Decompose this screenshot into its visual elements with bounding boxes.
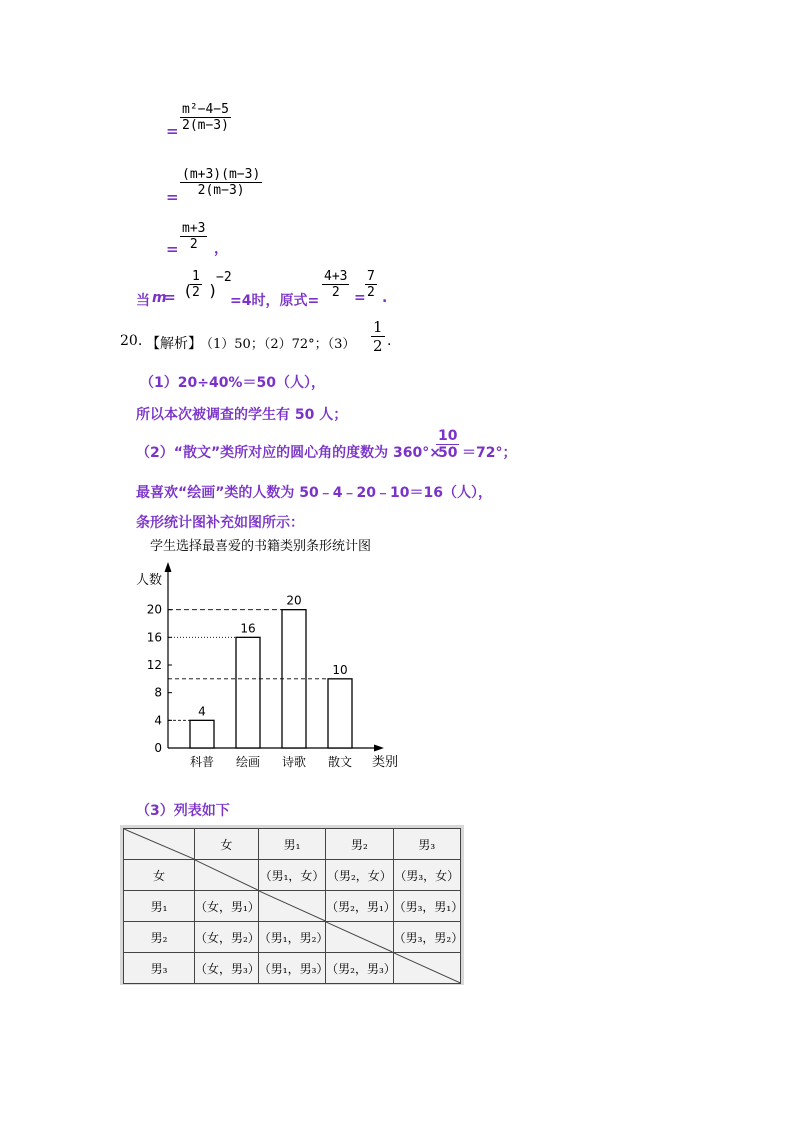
- fraction-result: [322, 269, 349, 300]
- answers-period: .: [387, 333, 392, 349]
- var-m: m: [152, 290, 167, 306]
- bar-value-label: 16: [240, 621, 256, 636]
- solution-line-6: （3）列表如下: [136, 803, 230, 819]
- header-cell: 男₁: [258, 829, 325, 860]
- step3-comma: ，: [214, 241, 228, 257]
- diagonal-line: [326, 922, 392, 952]
- y-axis-arrow: [165, 562, 172, 572]
- table-cell: [393, 953, 460, 984]
- bar: [190, 720, 214, 748]
- table-cell: （男₁，女）: [258, 860, 325, 891]
- table-cell: （男₂，男₃）: [326, 953, 393, 984]
- table-cell: [195, 860, 259, 891]
- x-axis-arrow: [374, 745, 384, 752]
- table-row: [124, 860, 461, 891]
- y-tick-label: 8: [154, 685, 162, 700]
- step3-numerator: m+3: [182, 221, 206, 236]
- solution-line-3-suffix: ＝72°；: [462, 445, 517, 461]
- solution-line-5: 条形统计图补充如图所示：: [136, 515, 304, 531]
- step1-denominator: 2(m−3): [182, 118, 229, 133]
- solution-line-4: 最喜欢“绘画”类的人数为 50﹣4﹣20﹣10＝16（人），: [136, 485, 492, 501]
- table-cell: [326, 922, 393, 953]
- fraction-answer3: [371, 318, 385, 355]
- step3-denominator: 2: [180, 236, 207, 252]
- table-cell: （男₃，男₁）: [393, 891, 460, 922]
- when-prefix: 当: [136, 293, 150, 309]
- ans3-numerator: 1: [373, 318, 383, 336]
- when-value: =4时，原式=: [230, 293, 320, 309]
- diagonal-line: [259, 891, 325, 921]
- bar-value-label: 20: [286, 593, 302, 608]
- fraction-final: [365, 269, 377, 300]
- result-denominator: 2: [322, 284, 349, 300]
- category-label: 绘画: [235, 755, 261, 769]
- y-tick-label: 0: [154, 741, 162, 755]
- category-label: 科普: [189, 755, 215, 769]
- table-cell: （男₂，男₁）: [326, 891, 393, 922]
- analysis-tag: 【解析】: [146, 336, 202, 352]
- bar-value-label: 4: [198, 704, 206, 719]
- y-tick-label: 16: [146, 630, 162, 645]
- bar: [236, 637, 260, 748]
- result-numerator: 4+3: [324, 269, 348, 284]
- pairing-table: [123, 828, 464, 984]
- final-denominator: 2: [367, 285, 375, 300]
- angle-denominator: 50: [438, 445, 458, 461]
- ans3-denominator: 2: [373, 337, 383, 355]
- table-header-row: [124, 829, 461, 860]
- row-label: 男₃: [124, 953, 195, 984]
- half-numerator: 1: [192, 269, 200, 284]
- table-cell: （女，男₁）: [195, 891, 259, 922]
- diagonal-line: [124, 829, 194, 859]
- exponent: −2: [216, 270, 232, 285]
- equals-sign: =: [354, 290, 366, 306]
- category-label: 诗歌: [281, 755, 307, 769]
- fraction-angle: [436, 428, 459, 461]
- x-axis-label: 类别: [372, 755, 399, 770]
- chart-title: 学生选择最喜爱的书籍类别条形统计图: [150, 539, 372, 554]
- solution-line-1: （1）20÷40%＝50（人），: [140, 375, 325, 391]
- table-cell: [258, 891, 325, 922]
- table-row: [124, 891, 461, 922]
- y-tick-label: 12: [146, 658, 162, 672]
- equals-sign: =: [164, 290, 176, 306]
- table-cell: （男₁，男₂）: [258, 922, 325, 953]
- row-label: 男₁: [124, 891, 195, 922]
- y-tick-label: 4: [154, 713, 162, 728]
- header-cell: 女: [195, 829, 259, 860]
- header-cell: 男₂: [326, 829, 393, 860]
- close-paren: ): [208, 281, 218, 300]
- equals-sign: =: [166, 240, 179, 258]
- fraction-half: [190, 269, 202, 300]
- answers-summary: （1）50；（2）72°；（3）: [200, 337, 356, 352]
- table-row: [124, 953, 461, 984]
- table-cell: （女，男₂）: [195, 922, 259, 953]
- equals-sign: =: [166, 122, 179, 140]
- table-cell: （男₂，女）: [326, 860, 393, 891]
- fraction-step2: [180, 167, 262, 198]
- table-cell: （男₁，男₃）: [258, 953, 325, 984]
- final-period: .: [382, 290, 388, 306]
- corner-cell: [124, 829, 195, 860]
- open-paren: (: [183, 281, 193, 300]
- row-label: 男₂: [124, 922, 195, 953]
- fraction-step3: [180, 221, 207, 252]
- table-cell: （男₃，女）: [393, 860, 460, 891]
- step2-numerator: (m+3)(m−3): [182, 167, 261, 182]
- final-numerator: 7: [367, 269, 375, 284]
- row-label: 女: [124, 860, 195, 891]
- bar: [328, 679, 352, 748]
- y-tick-label: 20: [146, 602, 162, 617]
- category-label: 散文: [327, 755, 353, 769]
- fraction-step1: [180, 102, 231, 133]
- question-number: 20.: [120, 333, 143, 349]
- bar-chart: [110, 530, 420, 780]
- equals-sign: =: [166, 188, 179, 206]
- diagonal-line: [195, 860, 258, 890]
- y-axis-label: 人数: [136, 573, 163, 588]
- bar-value-label: 10: [332, 662, 348, 677]
- step1-numerator: m²−4−5: [182, 102, 229, 117]
- step2-denominator: 2(m−3): [180, 182, 262, 198]
- half-denominator: 2: [192, 285, 200, 300]
- solution-line-2: 所以本次被调查的学生有 50 人；: [136, 407, 348, 423]
- solution-line-3-prefix: （2）“散文”类所对应的圆心角的度数为 360°×: [136, 445, 441, 461]
- header-cell: 男₃: [393, 829, 460, 860]
- angle-numerator: 10: [438, 428, 458, 444]
- table-cell: （男₃，男₂）: [393, 922, 460, 953]
- table-cell: （女，男₃）: [195, 953, 259, 984]
- diagonal-line: [394, 953, 460, 983]
- table-row: [124, 922, 461, 953]
